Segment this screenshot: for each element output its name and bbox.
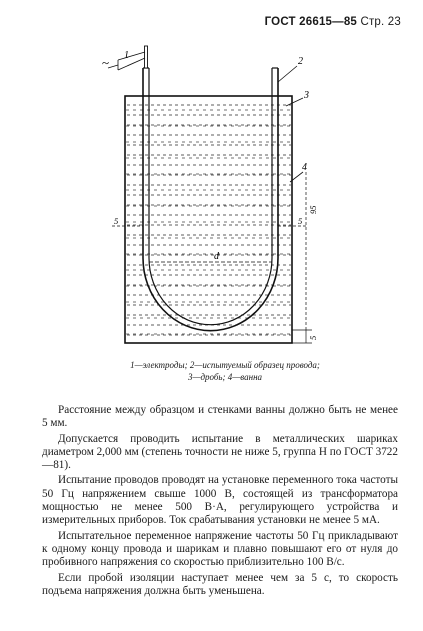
paragraph-4: Испытательное переменное напряжение частоты 50 Гц прикладывают к одному концу провода и шарикам и плавно повышают его от нуля до пробивного напряжения со скоростью приблизительно 100 В/с. (42, 529, 398, 569)
dim-5-left-label: 5 (114, 216, 119, 226)
paragraph-5: Если пробой изоляции наступает менее чем за 5 с, то скорость подъема напряжения должна быть уменьшена. (42, 571, 398, 597)
label-1: 1 (124, 50, 129, 61)
dim-95-label: 95 (308, 205, 318, 214)
page-number: Стр. 23 (360, 16, 401, 28)
label-d: d (214, 251, 219, 262)
figure-caption (80, 359, 370, 383)
electrode (145, 46, 148, 68)
shot-fill (126, 96, 291, 342)
caption-line-2: 3—дробь; 4—ванна (187, 372, 263, 382)
gost-number: ГОСТ 26615—85 (264, 16, 358, 28)
paragraph-3: Испытание проводов проводят на установке переменного тока частоты 50 Гц напряжением свыше 1000 В, состоящей из трансформатора мощностью не менее 500 В·А, регулирующего устройства и измерительных приборов. Ток срабатывания установки не менее 5 мА. (42, 474, 398, 527)
label-4: 4 (302, 162, 307, 173)
label-2: 2 (298, 56, 303, 67)
body-text (42, 404, 398, 600)
label-tilde: ~ (102, 55, 110, 70)
dim-5-right-label: 5 (298, 216, 303, 226)
dim-5-bottom-label: 5 (308, 335, 318, 340)
paragraph-1: Расстояние между образцом и стенками ванны должно быть не менее 5 мм. (42, 404, 398, 430)
paragraph-2: Допускается проводить испытание в металлических шариках диаметром 2,000 мм (степень точности не ниже 5, группа Н по ГОСТ 3722—81). (42, 432, 398, 472)
label-3: 3 (304, 90, 309, 101)
caption-line-1: 1—электроды; 2—испытуемый образец провода; (130, 360, 320, 370)
